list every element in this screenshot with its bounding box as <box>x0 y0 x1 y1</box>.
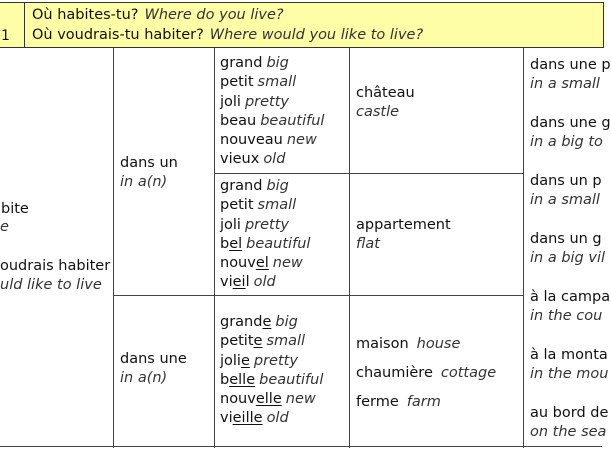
noun-item: ferme farm <box>356 394 441 410</box>
preposition-french: dans un <box>120 155 178 171</box>
preposition-french: dans une <box>120 351 187 367</box>
adjective-item: jolie pretty <box>220 352 298 369</box>
verb-line-3: oudrais habiter <box>0 257 111 274</box>
place-item: dans une p in a small <box>530 57 611 93</box>
adjective-item: nouvel new <box>220 255 303 272</box>
place-item: au bord de on the sea <box>530 405 609 441</box>
preposition-english: in a(n) <box>120 174 168 191</box>
divider-row-c <box>113 295 524 296</box>
header-banner <box>0 2 604 48</box>
adjective-item: nouvelle new <box>220 391 316 408</box>
place-item: dans un g in a big vil <box>530 231 606 267</box>
question-1-french: Où habites-tu? <box>32 7 139 23</box>
adjective-item: grand big <box>220 178 289 194</box>
section-number-cell <box>0 3 25 47</box>
adjectives-masculine-1 <box>220 54 324 170</box>
adjective-item: beau beautiful <box>220 112 325 129</box>
adjective-item: bel beautiful <box>220 235 311 252</box>
verb-line-2: e <box>0 219 9 236</box>
noun-item: maison house <box>356 336 461 352</box>
noun-english: flat <box>356 236 380 252</box>
adjective-item: vieux old <box>220 151 286 168</box>
adjective-item: nouveau new <box>220 132 317 149</box>
question-2 <box>32 27 423 43</box>
divider-row-b <box>349 173 524 174</box>
divider-col-1 <box>113 48 114 448</box>
question-1-english: Where do you live? <box>144 7 284 23</box>
noun-castle <box>356 84 415 122</box>
question-2-french: Où voudrais-tu habiter? <box>32 27 204 43</box>
divider-col-3 <box>349 48 350 448</box>
noun-item: chaumière cottage <box>356 365 497 381</box>
adjective-item: petit small <box>220 197 297 214</box>
place-item: dans un p in a small <box>530 173 602 209</box>
place-item: dans une g in a big to <box>530 115 611 151</box>
adjective-item: petite small <box>220 333 306 350</box>
place-item: à la campa in the cou <box>530 289 611 325</box>
noun-french: château <box>356 85 415 101</box>
preposition-feminine <box>120 350 187 389</box>
adjective-item: vieil old <box>220 274 276 291</box>
adjectives-masculine-2 <box>220 177 310 293</box>
divider-col-2 <box>214 48 215 448</box>
noun-flat <box>356 216 451 254</box>
question-1 <box>32 7 284 23</box>
adjective-item: joli pretty <box>220 93 290 110</box>
divider-row-a <box>214 173 350 174</box>
adjective-item: joli pretty <box>220 216 290 233</box>
noun-english: castle <box>356 104 400 120</box>
adjective-item: petit small <box>220 74 297 91</box>
place-item: à la monta in the mou <box>530 347 609 383</box>
section-number: 1 <box>1 28 10 44</box>
adjective-item: vieille old <box>220 410 289 427</box>
preposition-masculine <box>120 154 178 193</box>
places-column <box>530 56 611 444</box>
verb-line-4: uld like to live <box>0 276 102 293</box>
adjective-item: belle beautiful <box>220 371 324 388</box>
verb-line-1: bite <box>1 201 29 217</box>
adjective-item: grande big <box>220 314 298 330</box>
question-2-english: Where would you like to live? <box>209 27 424 43</box>
noun-french: appartement <box>356 217 451 233</box>
table-bottom <box>0 446 602 447</box>
preposition-english: in a(n) <box>120 370 168 387</box>
nouns-feminine <box>356 334 496 421</box>
adjectives-feminine <box>220 313 323 429</box>
adjective-item: grand big <box>220 55 289 71</box>
verb-column <box>0 200 110 295</box>
divider-col-4 <box>523 48 524 448</box>
